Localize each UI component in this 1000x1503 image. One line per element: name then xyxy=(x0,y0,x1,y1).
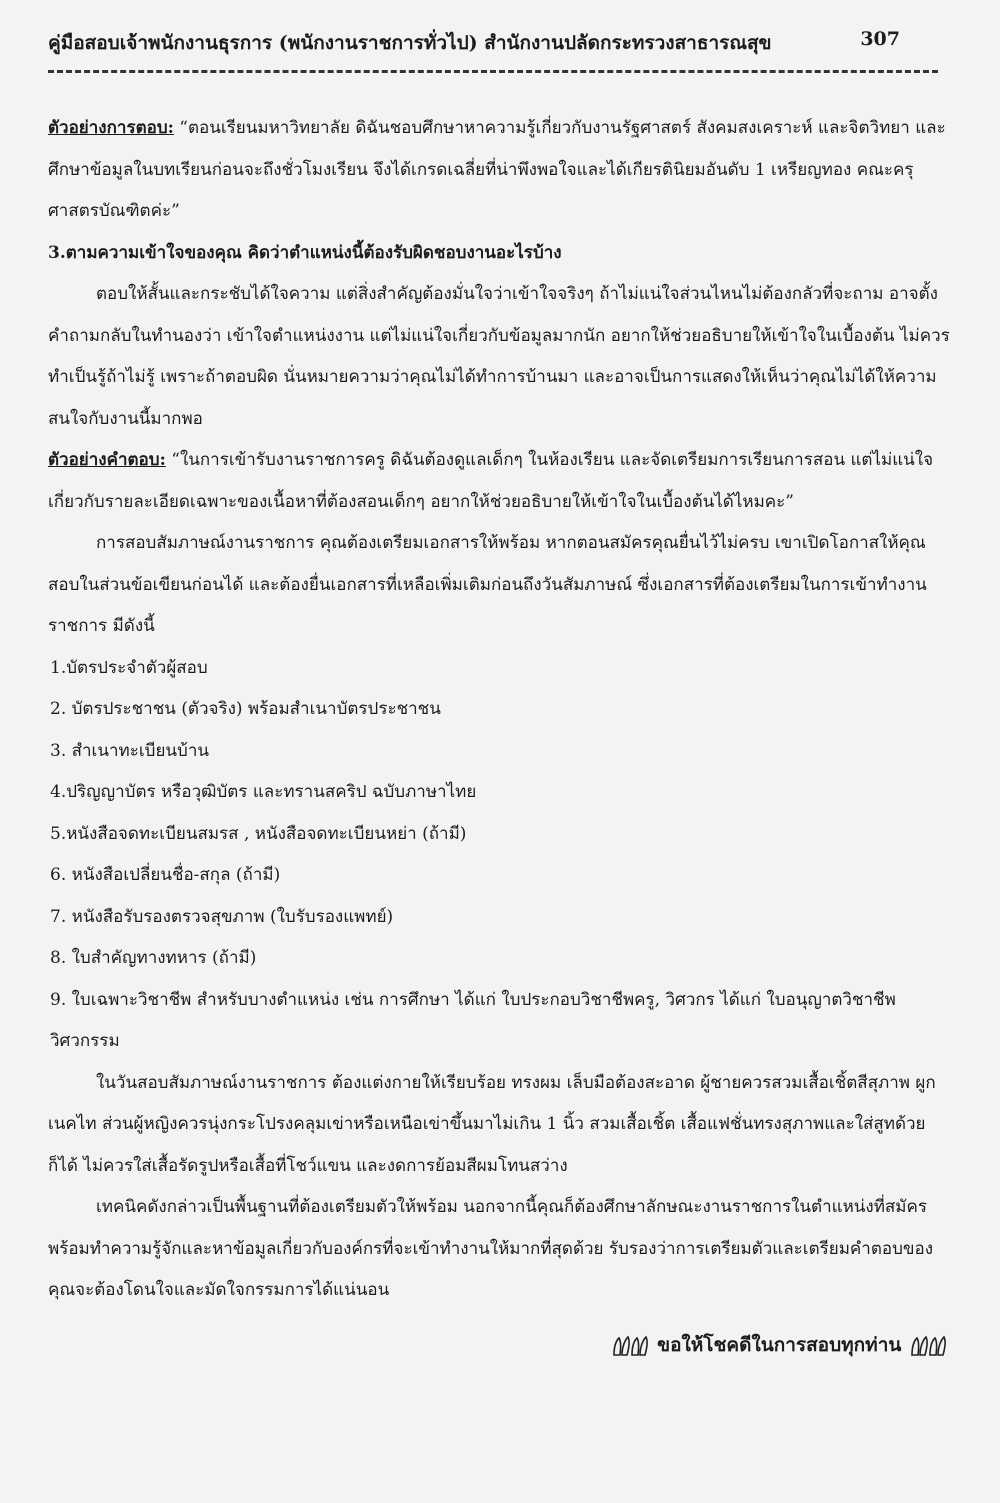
list-item: 4.ปริญญาบัตร หรือวุฒิบัตร และทรานสคริป ฉบับภาษาไทย xyxy=(50,782,477,802)
header-title: คู่มือสอบเจ้าพนักงานธุรการ (พนักงานราชการทั่วไป) สำนักงานปลัดกระทรวงสาธารณสุข xyxy=(48,32,772,54)
list-item: 5.หนังสือจดทะเบียนสมรส , หนังสือจดทะเบียนหย่า (ถ้ามี) xyxy=(50,823,467,844)
list-item: 1.บัตรประจำตัวผู้สอบ xyxy=(50,657,208,678)
closing-wish xyxy=(610,1330,948,1360)
example-label: ตัวอย่างคำตอบ: xyxy=(48,450,166,470)
paragraph: ตอบให้สั้นและกระชับได้ใจความ แต่สิ่งสำคัญต้องมั่นใจว่าเข้าใจจริงๆ ถ้าไม่แน่ใจส่วนไหนไม่ต้องกลัวที่จะถาม อาจตั้งคำถามกลับในทำนองว่า เข้าใจตำแหน่งงาน แต่ไม่แน่ใจเกี่ยวกับข้อมูลมากนัก อยากให้ช่วยอธิบายให้เข้าใจในเบื้องต้น ไม่ควรทำเป็นรู้ถ้าไม่รู้ เพราะถ้าตอบผิด นั่นหมายความว่าคุณไม่ได้ทำการบ้านมา และอาจเป็นการแสดงให้เห็นว่าคุณไม่ได้ให้ความสนใจกับงานนี้มากพอ xyxy=(48,284,950,429)
list-item: 6. หนังสือเปลี่ยนชื่อ-สกุล (ถ้ามี) xyxy=(50,865,281,885)
page-header xyxy=(48,24,952,60)
list-item: 9. ใบเฉพาะวิชาชีพ สำหรับบางตำแหน่ง เช่น การศึกษา ได้แก่ ใบประกอบวิชาชีพครู, วิศวกร ได้แก่ ใบอนุญาตวิชาชีพวิศวกรรม xyxy=(50,989,896,1051)
page-number: 307 xyxy=(860,28,900,50)
list-item: 3. สำเนาทะเบียนบ้าน xyxy=(50,740,210,761)
paragraph: ในวันสอบสัมภาษณ์งานราชการ ต้องแต่งกายให้เรียบร้อย ทรงผม เล็บมือต้องสะอาด ผู้ชายควรสวมเสื้อเชิ้ตสีสุภาพ ผูกเนคไท ส่วนผู้หญิงควรนุ่งกระโปรงคลุมเข่าหรือเหนือเข่าขึ้นมาไม่เกิน 1 นิ้ว สวมเสื้อเชิ้ต เสื้อแฟชั่นทรงสุภาพและใส่สูทด้วยก็ได้ ไม่ควรใส่เสื้อรัดรูปหรือเสื้อที่โชว์แขน และงดการย้อมสีผมโทนสว่าง xyxy=(48,1072,936,1176)
paragraph: เทคนิคดังกล่าวเป็นพื้นฐานที่ต้องเตรียมตัวให้พร้อม นอกจากนี้คุณก็ต้องศึกษาลักษณะงานราชการในตำแหน่งที่สมัคร พร้อมทำความรู้จักและหาข้อมูลเกี่ยวกับองค์กรที่จะเข้าทำงานให้มากที่สุดด้วย รับรองว่าการเตรียมตัวและเตรียมคำตอบของคุณจะต้องโดนใจและมัดใจกรรมการได้แน่นอน xyxy=(48,1197,933,1300)
example-answer-1 xyxy=(48,108,952,233)
list-item: 8. ใบสำคัญทางทหาร (ถ้ามี) xyxy=(50,948,257,968)
victory-hand-icon xyxy=(908,1335,948,1357)
page-body xyxy=(48,108,952,1312)
example-text: “ในการเข้ารับงานราชการครู ดิฉันต้องดูแลเด็กๆ ในห้องเรียน และจัดเตรียมการเรียนการสอน แต่ไม่แน่ใจเกี่ยวกับรายละเอียดเฉพาะของเนื้อหาที่ต้องสอนเด็กๆ อยากให้ช่วยอธิบายให้เข้าใจในเบื้องต้นได้ไหมคะ” xyxy=(48,450,934,512)
list-item: 7. หนังสือรับรองตรวจสุขภาพ (ใบรับรองแพทย์) xyxy=(50,906,394,927)
closing-text: ขอให้โชคดีในการสอบทุกท่าน xyxy=(657,1334,902,1356)
list-item: 2. บัตรประชาชน (ตัวจริง) พร้อมสำเนาบัตรประชาชน xyxy=(50,699,441,719)
victory-hand-icon xyxy=(610,1335,650,1357)
example-answer-2 xyxy=(48,440,952,523)
paragraph: การสอบสัมภาษณ์งานราชการ คุณต้องเตรียมเอกสารให้พร้อม หากตอนสมัครคุณยื่นไว้ไม่ครบ เขาเปิดโอกาสให้คุณสอบในส่วนข้อเขียนก่อนได้ และต้องยื่นเอกสารที่เหลือเพิ่มเติมก่อนถึงวันสัมภาษณ์ ซึ่งเอกสารที่ต้องเตรียมในการเข้าทำงานราชการ มีดังนี้ xyxy=(48,533,927,636)
example-label: ตัวอย่างการตอบ: xyxy=(48,118,174,138)
example-text: “ตอนเรียนมหาวิทยาลัย ดิฉันชอบศึกษาหาความรู้เกี่ยวกับงานรัฐศาสตร์ สังคมสงเคราะห์ และจิตวิทยา และศึกษาข้อมูลในบทเรียนก่อนจะถึงชั่วโมงเรียน จึงได้เกรดเฉลี่ยที่น่าพึงพอใจและได้เกียรตินิยมอันดับ 1 เหรียญทอง คณะครุศาสตรบัณฑิตค่ะ” xyxy=(48,118,946,221)
header-divider xyxy=(48,70,938,73)
question-heading: 3.ตามความเข้าใจของคุณ คิดว่าตำแหน่งนี้ต้องรับผิดชอบงานอะไรบ้าง xyxy=(48,242,562,263)
